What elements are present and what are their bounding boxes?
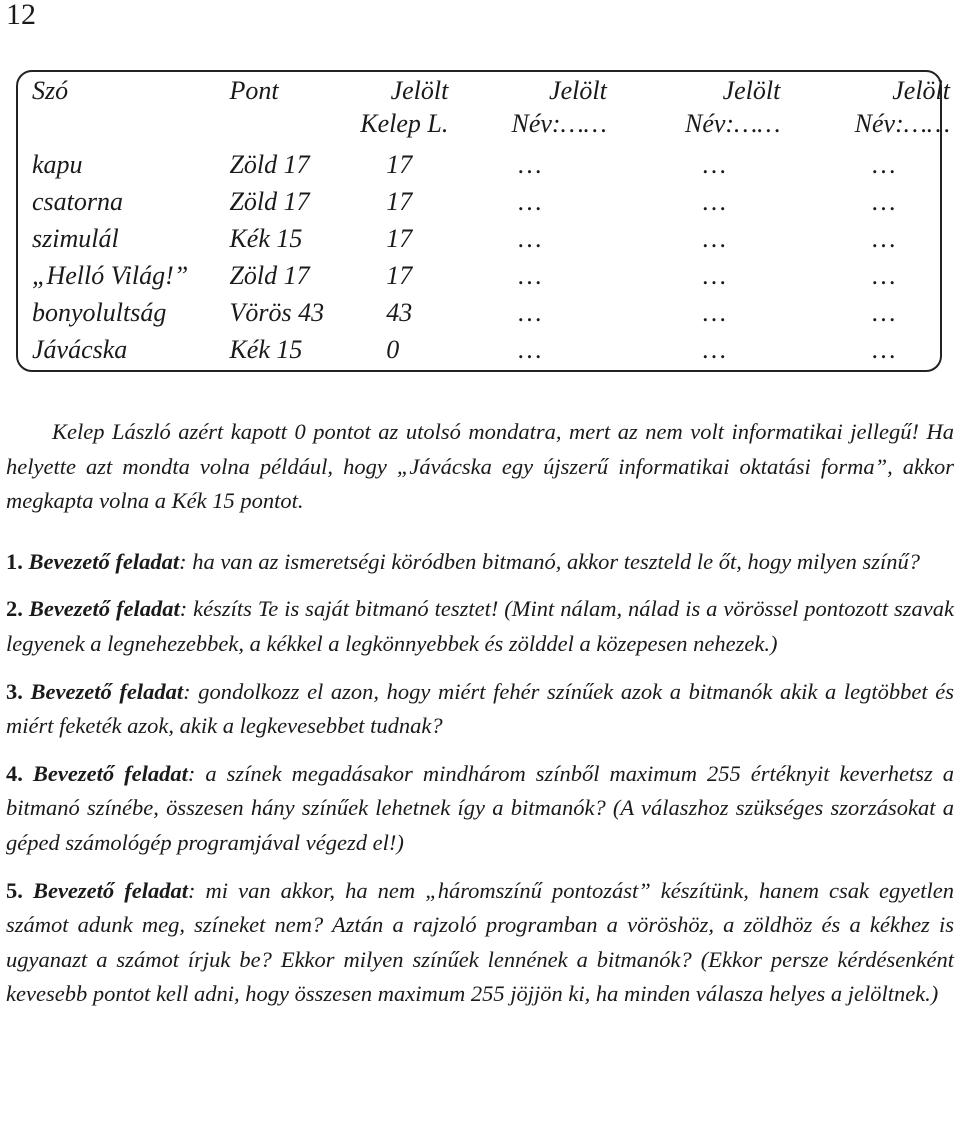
table-row (16, 183, 960, 220)
header-label: Szó (32, 76, 69, 105)
cell-candidate-4: … (872, 261, 896, 290)
cell-candidate-1: 17 (386, 187, 413, 216)
table-row (16, 331, 960, 368)
cell-candidate-2: … (518, 187, 542, 216)
cell-candidate-2: … (518, 335, 542, 364)
score-table (16, 74, 960, 368)
cell-points: Kék 15 (229, 224, 303, 253)
cell-word: kapu (32, 150, 83, 179)
header-cell-candidate-4 (790, 74, 960, 146)
table-row (16, 294, 960, 331)
task-paragraph (6, 545, 954, 580)
header-cell-candidate-3 (617, 74, 791, 146)
cell-candidate-2: … (518, 261, 542, 290)
explanation-paragraph: Kelep László azért kapott 0 pontot az utolsó mondatra, mert az nem volt informatikai jellegű! Ha helyette azt mondta volna például, hogy „Jávácska egy újszerű informatikai oktatási forma”, akkor megkapta volna a Kék 15 pontot. (6, 419, 954, 514)
cell-candidate-1: 43 (386, 298, 413, 327)
header-label: Jelölt (549, 76, 607, 105)
task-title: Bevezető feladat (28, 548, 180, 574)
cell-candidate-4: … (872, 187, 896, 216)
cell-candidate-3: … (702, 187, 726, 216)
table-row (16, 257, 960, 294)
cell-points: Vörös 43 (229, 298, 325, 327)
cell-candidate-3: … (702, 298, 726, 327)
cell-candidate-4: … (872, 150, 896, 179)
cell-candidate-1: 0 (386, 335, 400, 364)
header-row (16, 74, 960, 146)
cell-word: „Helló Világ!” (32, 261, 189, 290)
task-paragraph (6, 675, 954, 744)
header-label: Jelölt (390, 76, 449, 105)
cell-points: Zöld 17 (229, 261, 310, 290)
task-title: Bevezető feladat (30, 678, 184, 704)
header-label: Jelölt (722, 76, 781, 105)
task-title: Bevezető feladat (32, 877, 188, 903)
table-row (16, 146, 960, 183)
header-label: Jelölt (892, 76, 950, 105)
header-sublabel: Név:…… (685, 109, 781, 138)
task-paragraph (6, 874, 954, 1012)
cell-points: Kék 15 (229, 335, 303, 364)
task-text: : a színek megadásakor mindhárom színből maximum 255 értéknyit keverhetsz a bitmanó színébe, összesen hány színűek lehetnek így a bitmanók? (A válaszhoz szükséges szorzásokat a géped számológép programjával végezd el!) (6, 760, 955, 855)
cell-candidate-4: … (872, 224, 896, 253)
header-sublabel: Név:…… (854, 109, 950, 138)
task-text: : ha van az ismeretségi köródben bitmanó, akkor teszteld le őt, hogy milyen színű? (179, 548, 920, 574)
cell-candidate-4: … (872, 335, 896, 364)
header-sublabel: Kelep L. (360, 109, 449, 138)
cell-points: Zöld 17 (229, 187, 310, 216)
cell-candidate-4: … (872, 298, 896, 327)
cell-candidate-1: 17 (386, 261, 413, 290)
task-text: : mi van akkor, ha nem „háromszínű pontozást” készítünk, hanem csak egyetlen számot adunk meg, színeket nem? Aztán a rajzoló programban a vöröshöz, a zöldhöz és a kékhez is ugyanazt a számot írjuk be? Ekkor milyen színűek lennének a bitmanók? (Ekkor persze kérdésenként kevesebb pontot kell adni, hogy összesen maximum 255 jöjjön ki, ha minden válasza helyes a jelöltnek.) (6, 877, 955, 1007)
header-cell-candidate-1 (352, 74, 458, 146)
cell-points: Zöld 17 (229, 150, 310, 179)
task-title: Bevezető feladat (32, 760, 188, 786)
task-paragraph (6, 757, 954, 861)
cell-candidate-3: … (702, 335, 726, 364)
cell-candidate-3: … (702, 150, 726, 179)
cell-candidate-3: … (702, 224, 726, 253)
header-cell-candidate-2 (458, 74, 616, 146)
cell-candidate-2: … (518, 150, 542, 179)
body-text (6, 415, 954, 1025)
cell-candidate-3: … (702, 261, 726, 290)
task-text: : gondolkozz el azon, hogy miért fehér színűek azok a bitmanók akik a legtöbbet és miért feketék azok, akik a legkevesebbet tudnak? (6, 678, 955, 739)
cell-word: csatorna (32, 187, 123, 216)
task-number: 1. (6, 548, 23, 574)
page-number: 12 (6, 0, 36, 31)
cell-word: szimulál (32, 224, 119, 253)
header-sublabel: Név:…… (511, 109, 607, 138)
task-paragraph (6, 592, 954, 661)
task-title: Bevezető feladat (28, 596, 180, 622)
task-number: 5. (6, 877, 23, 903)
task-text: : készíts Te is saját bitmanó tesztet! (Mint nálam, nálad is a vörössel pontozott szavak legyenek a legnehezebbek, a kékkel a legkönnyebbek és zölddel a közepesen nehezek.) (6, 596, 954, 656)
task-number: 4. (6, 760, 23, 786)
cell-candidate-2: … (518, 298, 542, 327)
cell-candidate-1: 17 (386, 150, 413, 179)
table-header (16, 74, 960, 146)
header-cell-pont (211, 74, 352, 146)
cell-word: Jávácska (32, 335, 128, 364)
cell-candidate-1: 17 (386, 224, 413, 253)
header-label: Pont (229, 76, 279, 105)
header-cell-szo (16, 74, 211, 146)
task-number: 3. (6, 678, 23, 704)
table-body (16, 146, 960, 368)
table-row (16, 220, 960, 257)
cell-word: bonyolultság (32, 298, 167, 327)
cell-candidate-2: … (518, 224, 542, 253)
task-number: 2. (6, 596, 23, 622)
